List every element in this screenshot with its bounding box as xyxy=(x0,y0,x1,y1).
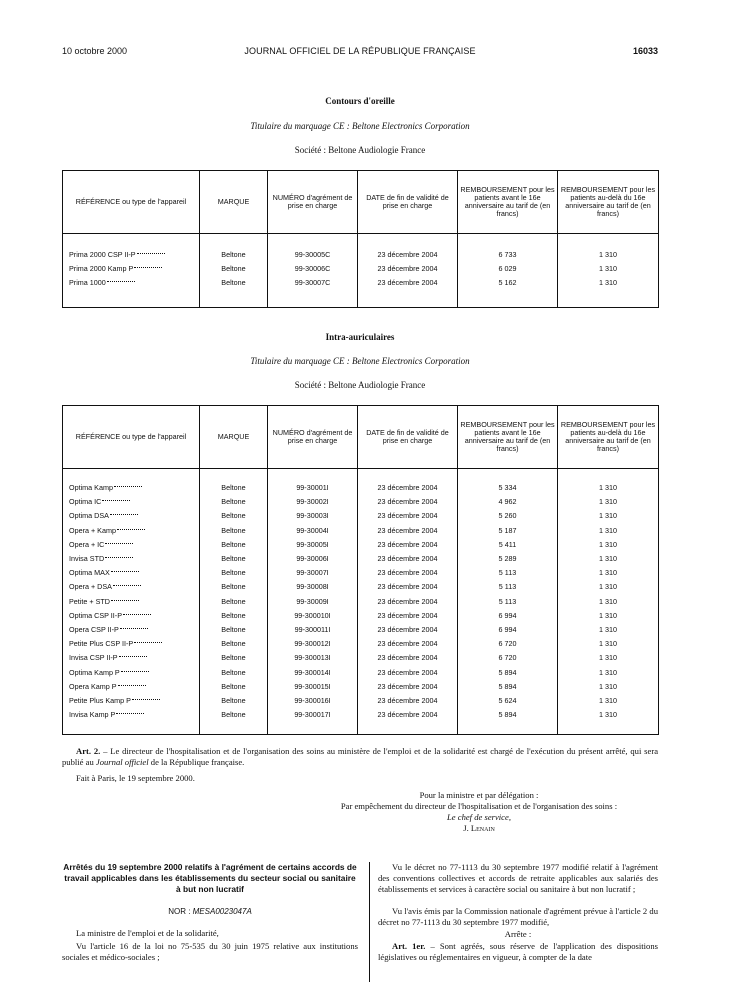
cell-remb1: 6 994 xyxy=(458,623,558,637)
col-remboursement-avant: REMBOURSEMENT pour les patients avant le 16e anniversaire au tarif de (en francs) xyxy=(458,171,558,234)
cell-marque: Beltone xyxy=(200,566,268,580)
cell-remb2: 1 310 xyxy=(558,566,659,580)
cell-ref xyxy=(63,524,200,538)
reference-text: Invisa STD xyxy=(69,554,105,564)
journal-title: JOURNAL OFFICIEL DE LA RÉPUBLIQUE FRANÇAISE xyxy=(244,46,476,56)
nor-label: NOR : xyxy=(168,907,193,916)
cell-numero: 99-30006C xyxy=(268,262,358,276)
reference-text: Optima Kamp xyxy=(69,483,113,492)
leader-dots xyxy=(105,557,133,558)
cell-numero: 99-300017I xyxy=(268,708,358,722)
table-row xyxy=(63,552,659,566)
cell-date: 23 décembre 2004 xyxy=(358,262,458,276)
reference-text: Opera + Kamp xyxy=(69,525,116,535)
cell-remb2: 1 310 xyxy=(558,481,659,495)
column-divider xyxy=(369,862,370,982)
col-marque: MARQUE xyxy=(200,171,268,234)
reference-text: Optima Kamp P xyxy=(69,667,120,677)
cell-numero: 99-30007C xyxy=(268,276,358,290)
cell-remb1: 5 894 xyxy=(458,708,558,722)
cell-marque: Beltone xyxy=(200,495,268,509)
cell-numero: 99-30005C xyxy=(268,248,358,262)
leader-dots xyxy=(105,543,133,544)
header-date: 10 octobre 2000 xyxy=(62,46,128,56)
cell-remb2: 1 310 xyxy=(558,509,659,523)
leader-dots xyxy=(107,281,135,282)
cell-marque: Beltone xyxy=(200,580,268,594)
cell-remb2: 1 310 xyxy=(558,248,659,262)
table-row xyxy=(63,524,659,538)
table-row xyxy=(63,651,659,665)
table1-body xyxy=(63,234,659,308)
signature-line-2: Par empêchement du directeur de l'hospitalisation et de l'organisation des soins : xyxy=(340,801,618,811)
leader-dots xyxy=(102,500,130,501)
reference-text: Optima MAX xyxy=(69,568,110,578)
col-reference: RÉFÉRENCE ou type de l'appareil xyxy=(63,171,200,234)
table-row xyxy=(63,262,659,276)
journal-officiel-ref: Journal officiel xyxy=(95,757,149,767)
cell-remb2: 1 310 xyxy=(558,708,659,722)
cell-date: 23 décembre 2004 xyxy=(358,623,458,637)
leader-dots xyxy=(134,267,162,268)
cell-remb2: 1 310 xyxy=(558,580,659,594)
reference-text: Prima 2000 CSP II-P xyxy=(69,250,136,259)
table-row xyxy=(63,481,659,495)
table-row xyxy=(63,509,659,523)
cell-ref xyxy=(63,248,200,262)
col-remboursement-avant: REMBOURSEMENT pour les patients avant le 16e anniversaire au tarif de (en francs) xyxy=(458,406,558,469)
cell-marque: Beltone xyxy=(200,509,268,523)
signature-line-1: Pour la ministre et par délégation : xyxy=(419,790,539,800)
table-intra-auriculaires xyxy=(62,405,659,735)
col-remboursement-apres: REMBOURSEMENT pour les patients au-delà du 16e anniversaire au tarif de (en francs) xyxy=(558,171,659,234)
cell-ref xyxy=(63,623,200,637)
cell-numero: 99-300011I xyxy=(268,623,358,637)
table2-body xyxy=(63,469,659,735)
cell-ref xyxy=(63,538,200,552)
article-2-label: Art. 2. xyxy=(76,746,101,756)
cell-remb1: 5 260 xyxy=(458,509,558,523)
col-reference: RÉFÉRENCE ou type de l'appareil xyxy=(63,406,200,469)
page-header xyxy=(62,46,658,60)
leader-dots xyxy=(111,571,139,572)
section2-title: Intra-auriculaires xyxy=(325,332,395,342)
cell-ref xyxy=(63,651,200,665)
leader-dots xyxy=(121,671,149,672)
table-contours-oreille xyxy=(62,170,659,308)
cell-numero: 99-30002I xyxy=(268,495,358,509)
cell-date: 23 décembre 2004 xyxy=(358,248,458,262)
leader-dots xyxy=(137,253,165,254)
cell-ref xyxy=(63,566,200,580)
cell-marque: Beltone xyxy=(200,538,268,552)
cell-remb1: 6 720 xyxy=(458,651,558,665)
cell-ref xyxy=(63,262,200,276)
cell-remb1: 5 894 xyxy=(458,680,558,694)
cell-date: 23 décembre 2004 xyxy=(358,637,458,651)
table-row xyxy=(63,495,659,509)
cell-remb2: 1 310 xyxy=(558,637,659,651)
leader-dots xyxy=(120,628,148,629)
reference-text: Optima CSP II-P xyxy=(69,610,122,620)
cell-remb2: 1 310 xyxy=(558,623,659,637)
signature-block xyxy=(300,790,658,834)
cell-remb1: 5 624 xyxy=(458,694,558,708)
cell-ref xyxy=(63,666,200,680)
cell-ref xyxy=(63,694,200,708)
col-numero: NUMÉRO d'agrément de prise en charge xyxy=(268,406,358,469)
leader-dots xyxy=(117,529,145,530)
reference-text: Opera + DSA xyxy=(69,582,112,592)
table-row xyxy=(63,538,659,552)
arretes-title: Arrêtés du 19 septembre 2000 relatifs à l'agrément de certains accords de travail applicables dans les établissements du secteur social ou sanitaire à but non lucratif xyxy=(63,862,357,894)
cell-remb2: 1 310 xyxy=(558,495,659,509)
right-para-2: Vu l'avis émis par la Commission nationale d'agrément prévue à l'article 2 du décret no 77-1113 du 30 septembre 1977 modifié, xyxy=(378,906,658,927)
table-row xyxy=(63,637,659,651)
article-2-text: – Le directeur de l'hospitalisation et de l'organisation des soins au ministère de l'emploi et de la solidarité est chargé de l'exécution du présent arrêté, qui sera publié au xyxy=(62,746,659,767)
cell-marque: Beltone xyxy=(200,680,268,694)
cell-remb2: 1 310 xyxy=(558,552,659,566)
leader-dots xyxy=(132,699,160,700)
reference-text: Invisa CSP II-P xyxy=(69,653,118,663)
reference-text: Prima 1000 xyxy=(69,278,106,288)
cell-remb1: 5 113 xyxy=(458,595,558,609)
cell-numero: 99-30001I xyxy=(268,481,358,495)
cell-numero: 99-300015I xyxy=(268,680,358,694)
article-1-label: Art. 1er. xyxy=(392,941,426,951)
right-para-1: Vu le décret no 77-1113 du 30 septembre 1977 modifié relatif à l'agrément des conventions collectives et accords de retraite applicables aux salariés des établissements et services à caractère social ou sanitaire à but non lucratif ; xyxy=(378,862,658,894)
cell-remb1: 4 962 xyxy=(458,495,558,509)
article-2-text-end: de la République française. xyxy=(148,757,245,767)
cell-date: 23 décembre 2004 xyxy=(358,666,458,680)
cell-marque: Beltone xyxy=(200,623,268,637)
cell-date: 23 décembre 2004 xyxy=(358,566,458,580)
section2-societe: Société : Beltone Audiologie France xyxy=(294,380,426,390)
cell-remb2: 1 310 xyxy=(558,694,659,708)
col-numero: NUMÉRO d'agrément de prise en charge xyxy=(268,171,358,234)
cell-remb1: 6 720 xyxy=(458,637,558,651)
cell-marque: Beltone xyxy=(200,708,268,722)
table-row xyxy=(63,694,659,708)
reference-text: Petite + STD xyxy=(69,596,110,606)
left-para-2: Vu l'article 16 de la loi no 75-535 du 30 juin 1975 relative aux institutions sociales et médico-sociales ; xyxy=(62,941,358,962)
cell-date: 23 décembre 2004 xyxy=(358,276,458,290)
leader-dots xyxy=(118,685,146,686)
leader-dots xyxy=(119,656,147,657)
cell-numero: 99-30008I xyxy=(268,580,358,594)
cell-numero: 99-300016I xyxy=(268,694,358,708)
col-date: DATE de fin de validité de prise en charge xyxy=(358,406,458,469)
cell-date: 23 décembre 2004 xyxy=(358,651,458,665)
cell-date: 23 décembre 2004 xyxy=(358,552,458,566)
article-2 xyxy=(62,746,658,768)
cell-marque: Beltone xyxy=(200,481,268,495)
cell-numero: 99-30004I xyxy=(268,524,358,538)
reference-text: Optima IC xyxy=(69,497,102,507)
reference-text: Petite Plus CSP II-P xyxy=(69,639,134,649)
cell-ref xyxy=(63,481,200,495)
leader-dots xyxy=(111,600,139,601)
cell-remb1: 6 733 xyxy=(458,248,558,262)
cell-marque: Beltone xyxy=(200,248,268,262)
arrete-heading: Arrête : xyxy=(504,929,532,939)
cell-ref xyxy=(63,637,200,651)
cell-ref xyxy=(63,495,200,509)
section1-titulaire: Titulaire du marquage CE : Beltone Electronics Corporation xyxy=(250,121,470,131)
table-row xyxy=(63,595,659,609)
cell-remb2: 1 310 xyxy=(558,524,659,538)
cell-numero: 99-30009I xyxy=(268,595,358,609)
cell-remb2: 1 310 xyxy=(558,666,659,680)
cell-remb1: 6 994 xyxy=(458,609,558,623)
cell-date: 23 décembre 2004 xyxy=(358,680,458,694)
leader-dots xyxy=(123,614,151,615)
signature-line-3: Le chef de service, xyxy=(447,812,511,822)
cell-remb1: 5 289 xyxy=(458,552,558,566)
signature-name: J. Lenain xyxy=(463,823,495,833)
col-remboursement-apres: REMBOURSEMENT pour les patients au-delà du 16e anniversaire au tarif de (en francs) xyxy=(558,406,659,469)
cell-date: 23 décembre 2004 xyxy=(358,538,458,552)
reference-text: Opera CSP II-P xyxy=(69,625,119,635)
reference-text: Prima 2000 Kamp P xyxy=(69,264,134,274)
reference-text: Optima DSA xyxy=(69,511,109,521)
cell-date: 23 décembre 2004 xyxy=(358,495,458,509)
cell-date: 23 décembre 2004 xyxy=(358,580,458,594)
cell-marque: Beltone xyxy=(200,595,268,609)
cell-remb2: 1 310 xyxy=(558,276,659,290)
reference-text: Opera + IC xyxy=(69,539,105,549)
reference-text: Petite Plus Kamp P xyxy=(69,696,131,706)
table-row xyxy=(63,708,659,722)
table-row xyxy=(63,580,659,594)
cell-remb2: 1 310 xyxy=(558,538,659,552)
cell-date: 23 décembre 2004 xyxy=(358,524,458,538)
fait-a-paris: Fait à Paris, le 19 septembre 2000. xyxy=(76,773,195,783)
table-row xyxy=(63,680,659,694)
cell-remb2: 1 310 xyxy=(558,680,659,694)
cell-ref xyxy=(63,680,200,694)
nor-reference xyxy=(62,906,358,917)
cell-marque: Beltone xyxy=(200,651,268,665)
cell-date: 23 décembre 2004 xyxy=(358,481,458,495)
nor-code: MESA0023047A xyxy=(192,907,252,916)
cell-ref xyxy=(63,552,200,566)
table-row xyxy=(63,276,659,290)
left-para-1: La ministre de l'emploi et de la solidarité, xyxy=(76,928,219,938)
cell-date: 23 décembre 2004 xyxy=(358,595,458,609)
page-number: 16033 xyxy=(632,46,658,56)
table-row xyxy=(63,248,659,262)
cell-numero: 99-300012I xyxy=(268,637,358,651)
cell-ref xyxy=(63,595,200,609)
cell-numero: 99-300010I xyxy=(268,609,358,623)
cell-remb1: 5 894 xyxy=(458,666,558,680)
leader-dots xyxy=(134,642,162,643)
table-row xyxy=(63,609,659,623)
col-date: DATE de fin de validité de prise en charge xyxy=(358,171,458,234)
reference-text: Opera Kamp P xyxy=(69,681,117,691)
section1-title: Contours d'oreille xyxy=(325,96,395,106)
cell-remb1: 5 334 xyxy=(458,481,558,495)
cell-remb2: 1 310 xyxy=(558,609,659,623)
cell-ref xyxy=(63,609,200,623)
cell-remb1: 5 411 xyxy=(458,538,558,552)
cell-date: 23 décembre 2004 xyxy=(358,609,458,623)
cell-numero: 99-30003I xyxy=(268,509,358,523)
cell-remb1: 5 162 xyxy=(458,276,558,290)
col-marque: MARQUE xyxy=(200,406,268,469)
leader-dots xyxy=(116,713,144,714)
leader-dots xyxy=(114,486,142,487)
cell-marque: Beltone xyxy=(200,637,268,651)
cell-numero: 99-30006I xyxy=(268,552,358,566)
table-row xyxy=(63,666,659,680)
section2-titulaire: Titulaire du marquage CE : Beltone Electronics Corporation xyxy=(250,356,470,366)
cell-ref xyxy=(63,580,200,594)
cell-remb1: 5 113 xyxy=(458,580,558,594)
cell-numero: 99-30007I xyxy=(268,566,358,580)
cell-remb1: 6 029 xyxy=(458,262,558,276)
cell-numero: 99-300014I xyxy=(268,666,358,680)
cell-remb2: 1 310 xyxy=(558,262,659,276)
cell-date: 23 décembre 2004 xyxy=(358,509,458,523)
cell-date: 23 décembre 2004 xyxy=(358,708,458,722)
cell-marque: Beltone xyxy=(200,694,268,708)
cell-marque: Beltone xyxy=(200,276,268,290)
article-1-text: – Sont agréés, sous réserve de l'application des dispositions législatives ou réglementaires en vigueur, à compter de la date xyxy=(378,941,658,962)
table-row xyxy=(63,566,659,580)
cell-marque: Beltone xyxy=(200,524,268,538)
cell-marque: Beltone xyxy=(200,609,268,623)
cell-ref xyxy=(63,708,200,722)
cell-marque: Beltone xyxy=(200,262,268,276)
leader-dots xyxy=(113,585,141,586)
reference-text: Invisa Kamp P xyxy=(69,710,116,720)
table-row xyxy=(63,623,659,637)
cell-ref xyxy=(63,276,200,290)
cell-date: 23 décembre 2004 xyxy=(358,694,458,708)
cell-marque: Beltone xyxy=(200,552,268,566)
cell-remb2: 1 310 xyxy=(558,651,659,665)
section1-societe: Société : Beltone Audiologie France xyxy=(294,145,426,155)
cell-remb1: 5 187 xyxy=(458,524,558,538)
cell-ref xyxy=(63,509,200,523)
cell-numero: 99-30005I xyxy=(268,538,358,552)
leader-dots xyxy=(110,514,138,515)
article-1 xyxy=(378,941,658,963)
cell-remb2: 1 310 xyxy=(558,595,659,609)
cell-marque: Beltone xyxy=(200,666,268,680)
cell-remb1: 5 113 xyxy=(458,566,558,580)
cell-numero: 99-300013I xyxy=(268,651,358,665)
